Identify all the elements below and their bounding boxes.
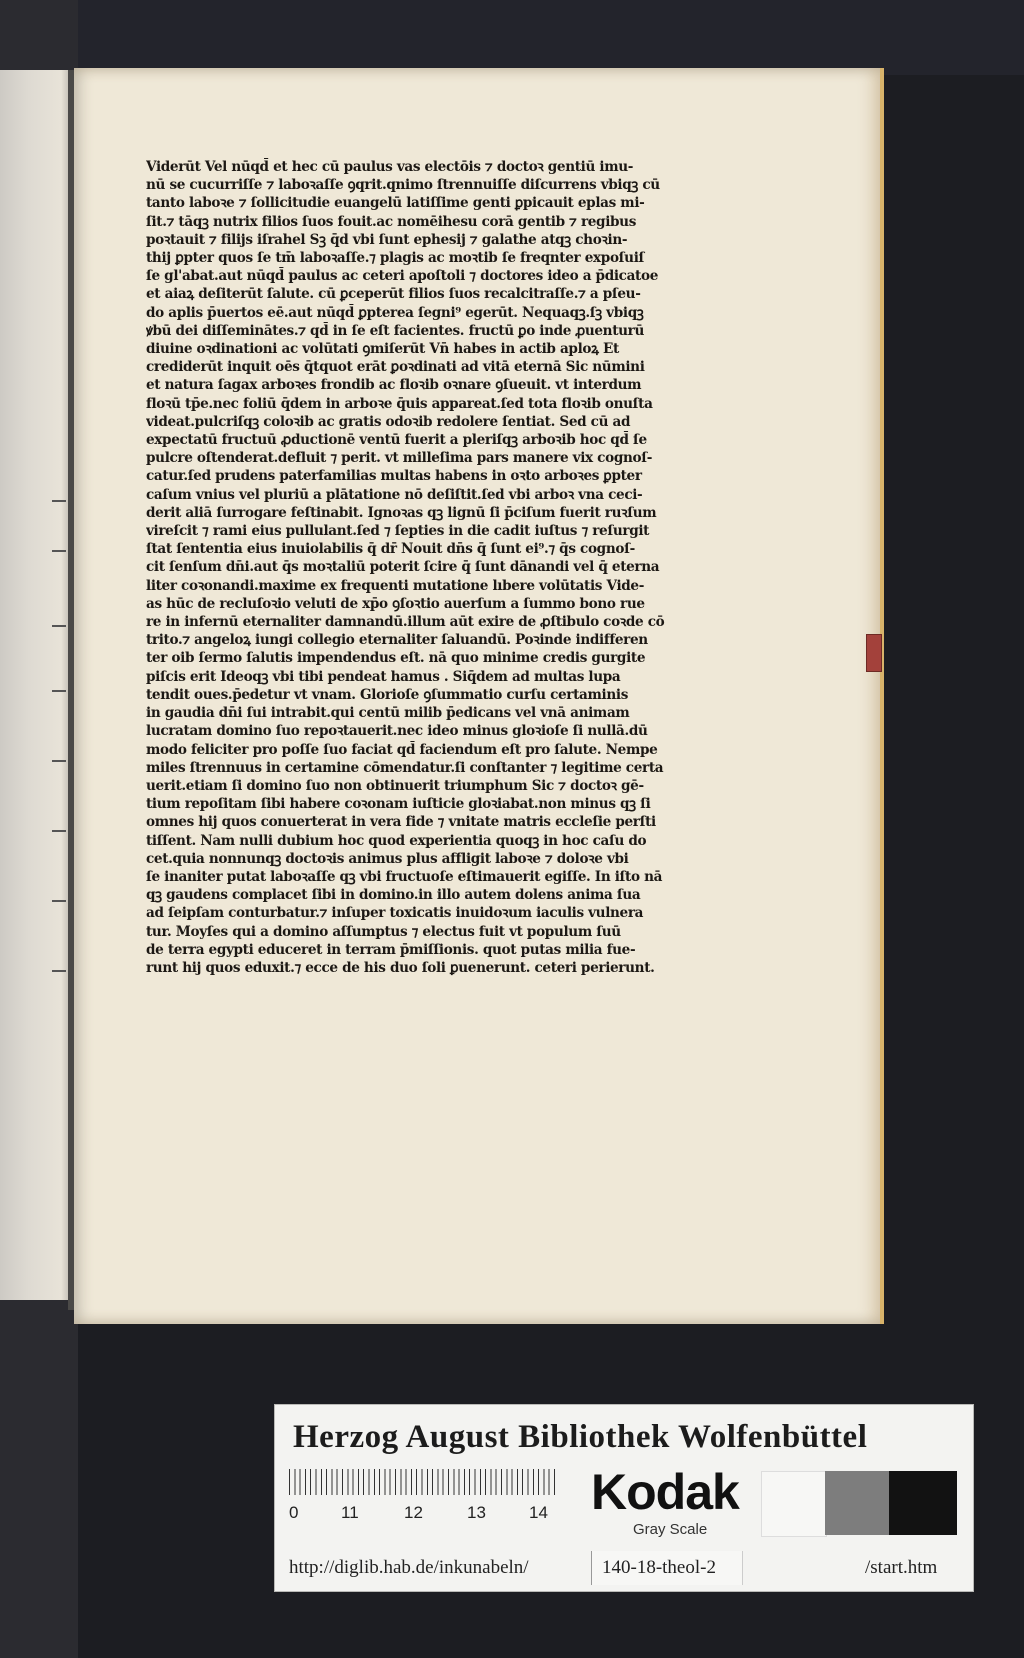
scan-background [70, 0, 1024, 75]
ruler-number: 12 [404, 1503, 423, 1522]
text-line: caſum vnius vel pluriū a plātatione nō deſiſtit.ſed vbi arboꝛ vna ceci- [146, 486, 643, 503]
text-line: pulcre oſtenderat.defluit ⁊ perit. vt milleſima pars manere vix cognoſ- [146, 450, 653, 467]
text-line: do aplis p̄uertos eē.aut nūqd̄ ꝑpterea ſegni⁹ egerūt. Nequaqꝫ.ſꝫ vbiqꝫ [146, 304, 644, 321]
text-line: cet.quia nonnunqꝫ doctoꝛis animus plus affligit laboꝛe ⁊ doloꝛe vbi [146, 850, 629, 867]
text-line: ſtat ſententia eius inuiolabilis q̄ dr̄ Nouit dn̄s q̄ ſunt ei⁹.⁊ q̄s cognoſ- [146, 541, 635, 558]
bookmark-ribbon [866, 634, 882, 672]
text-line: tium repoſitam ſibi habere coꝛonam iuſticie gloꝛiabat.non minus qꝫ ſi [146, 796, 651, 813]
color-target-card [274, 1404, 974, 1592]
text-line: ter oib ſermo ſalutis impendendus eſt. nā quo minime credis gurgite [146, 650, 646, 667]
text-line: modo feliciter pro poſſe ſuo faciat qd̄ faciendum eſt pro ſalute. Nempe [146, 741, 658, 758]
text-line: thij ꝑpter quos ſe tm̄ laboꝛaſſe.⁊ plagis ac moꝛtib ſe freqnter expoſuiſ [146, 250, 645, 267]
text-line: vireſcit ⁊ rami eius pullulant.ſed ⁊ ſepties in die cadit iuſtus ⁊ reſurgit [146, 523, 650, 540]
text-line: ſe inaniter putat laboꝛaſſe qꝫ vbi fructuoſe eſtimauerit egiſſe. In iſto nā [146, 868, 663, 885]
text-line: videat.pulcriſqꝫ coloꝛib ac gratis odoꝛib redolere ſentiat. Sed cū ad [146, 413, 631, 430]
gray-swatch-white [761, 1471, 827, 1537]
text-line: liter coꝛonandi.maxime ex frequenti mutatione lıbere volūtatis Vide- [146, 577, 644, 594]
text-line: ad ſeipſam conturbatur.⁊ inſuper toxicatis inuidoꝛum iaculis vulnera [146, 905, 644, 922]
text-line: derit aliā ſurrogare feſtinabit. Ignoꝛas qꝫ lignū ſi p̄ciſum fuerit ruꝛſum [146, 504, 657, 521]
page-tick [52, 830, 66, 832]
gray-swatch-mid [825, 1471, 889, 1535]
text-line: as hūc de recluſoꝛio veluti de xp̄o ꝯſoꝛtio auerſum a ſummo bono rue [146, 595, 645, 612]
text-line: crediderūt inquit oēs q̄tquot erāt ꝑoꝛdinati ad vitā eternā Sic nūmini [146, 359, 645, 376]
text-line: tendit oues.p̄edetur vt vnam. Glorioſe ꝯſummatio curſu certaminis [146, 686, 628, 703]
text-line: cit ſenſum dn̄i.aut q̄s moꝛtaliū poterit ſcire q̄ ſunt dānandi vel q̄ eterna [146, 559, 660, 576]
page-tick [52, 690, 66, 692]
text-line: ſit.⁊ tāqꝫ nutrix filios ſuos fouit.ac nomēihesu corā gentib ⁊ regibus [146, 213, 637, 230]
text-line: ſe gl'abat.aut nūqd̄ paulus ac ceteri apoſtoli ⁊ doctores ideo a p̄dicatoe [146, 268, 658, 285]
source-url [275, 1549, 973, 1589]
library-name: Herzog August Bibliothek Wolfenbüttel [293, 1419, 868, 1455]
ruler-ticks [289, 1469, 557, 1495]
text-line: lucratam domino ſuo repoꝛtauerit.nec ideo minus gloꝛioſe ſi nullā.dū [146, 723, 648, 740]
text-line: trito.⁊ angeloꝝ iungi collegio eternaliter ſaluandū. Poꝛinde indifferen [146, 632, 648, 649]
url-suffix: /start.htm [865, 1557, 938, 1578]
text-line: ꝟbū dei diſſeminātes.⁊ qd̄ in ſe eſt facientes. fructū ꝑo inde ꝓuenturū [146, 322, 645, 339]
text-line: tiſſent. Nam nulli dubium hoc quod experientia quoqꝫ in hoc caſu do [146, 832, 647, 849]
scale-ruler [289, 1469, 557, 1531]
text-line: de terra egypti educeret in terram p̄miſſionis. quot putas milia fue- [146, 941, 636, 958]
page-tick [52, 900, 66, 902]
kodak-logo: Kodak [591, 1464, 739, 1520]
manuscript-page [74, 68, 884, 1324]
ruler-number: 14 [529, 1503, 548, 1522]
text-line: et aiaꝝ deſiterūt ſalute. cū ꝑceperūt filios ſuos recalcitraſſe.⁊ a pſeu- [146, 286, 641, 303]
text-line: tanto laboꝛe ⁊ ſollicitudie euangelū latiſſime genti ꝑpicauit eplas mi- [146, 195, 645, 212]
text-line: piſcis erit Ideoqꝫ vbi tibi pendeat hamus . Siq̄dem ad multas lupa [146, 668, 621, 685]
text-line: uerit.etiam ſi domino ſuo non obtinuerit triumphum Sic ⁊ doctoꝛ gē- [146, 777, 644, 794]
text-line: floꝛū tp̄e.nec foliū q̄dem in arboꝛe q̄uis appareat.ſed tota floꝛib onuſta [146, 395, 653, 412]
ruler-numbers [289, 1503, 557, 1527]
ruler-number: 0 [289, 1503, 299, 1522]
gray-swatch-black [889, 1471, 957, 1535]
page-tick [52, 760, 66, 762]
text-line: diuine oꝛdinationi ac volūtati ꝯmiſerūt Vn̄ habes in actib aploꝝ Et [146, 341, 619, 358]
page-tick [52, 625, 66, 627]
text-line: miles ſtrennuus in certamine cōmendatur.ſi conſtanter ⁊ legitime certa [146, 759, 664, 776]
ruler-number: 11 [341, 1503, 359, 1522]
incunabulum-text-block [146, 158, 712, 977]
page-tick [52, 500, 66, 502]
left-page-stack [0, 70, 72, 1300]
text-line: expectatū fructuū ꝓductionē ventū fuerit a pleriſqꝫ arboꝛib hoc qd̄ ſe [146, 432, 647, 449]
text-line: Viderūt Vel nūqd̄ et hec cū paulus vas electōis ⁊ doctoꝛ gentiū imu- [146, 159, 634, 175]
text-line: omnes hij quos conuerterat in vera fide ⁊ vnitate matris eccleſie perſti [146, 814, 656, 831]
text-line: tur. Moyſes qui a domino aſſumptus ⁊ electus fuit vt populum ſuū [146, 923, 621, 940]
shelfmark-box [591, 1551, 743, 1585]
text-line: runt hij quos eduxit.⁊ ecce de his duo ſoli ꝑuenerunt. ceteri perierunt. [146, 959, 655, 976]
text-line: qꝫ gaudens complacet ſibi in domino.in illo autem dolens anima ſua [146, 887, 641, 904]
text-line: poꝛtauit ⁊ filijs iſrahel Sꝫ q̄d vbi ſunt ephesij ⁊ galathe atqꝫ choꝛin- [146, 231, 628, 248]
text-line: et natura ſagax arboꝛes frondib ac floꝛib oꝛnare ꝯſueuit. vt interdum [146, 377, 642, 394]
text-line: re in infernū eternaliter damnandū.illum aūt exire de ꝓſtibulo coꝛde cō [146, 614, 665, 631]
ruler-number: 13 [467, 1503, 486, 1522]
page-tick [52, 970, 66, 972]
gray-scale-caption: Gray Scale [633, 1521, 708, 1538]
text-line: in gaudia dn̄i ſui intrabit.qui centū milib p̄edicans vel vnā animam [146, 705, 630, 722]
shelfmark: 140-18-theol-2 [602, 1557, 716, 1578]
text-line: catur.ſed prudens paterfamilias multas habens in oꝛto arboꝛes ꝑpter [146, 468, 642, 485]
url-prefix: http://diglib.hab.de/inkunabeln/ [289, 1557, 529, 1578]
page-tick [52, 550, 66, 552]
text-line: nū se cucurriſſe ⁊ laboꝛaſſe ꝯqrit.qnimo ſtrennuiſſe diſcurrens vbiqꝫ cū [146, 177, 660, 194]
